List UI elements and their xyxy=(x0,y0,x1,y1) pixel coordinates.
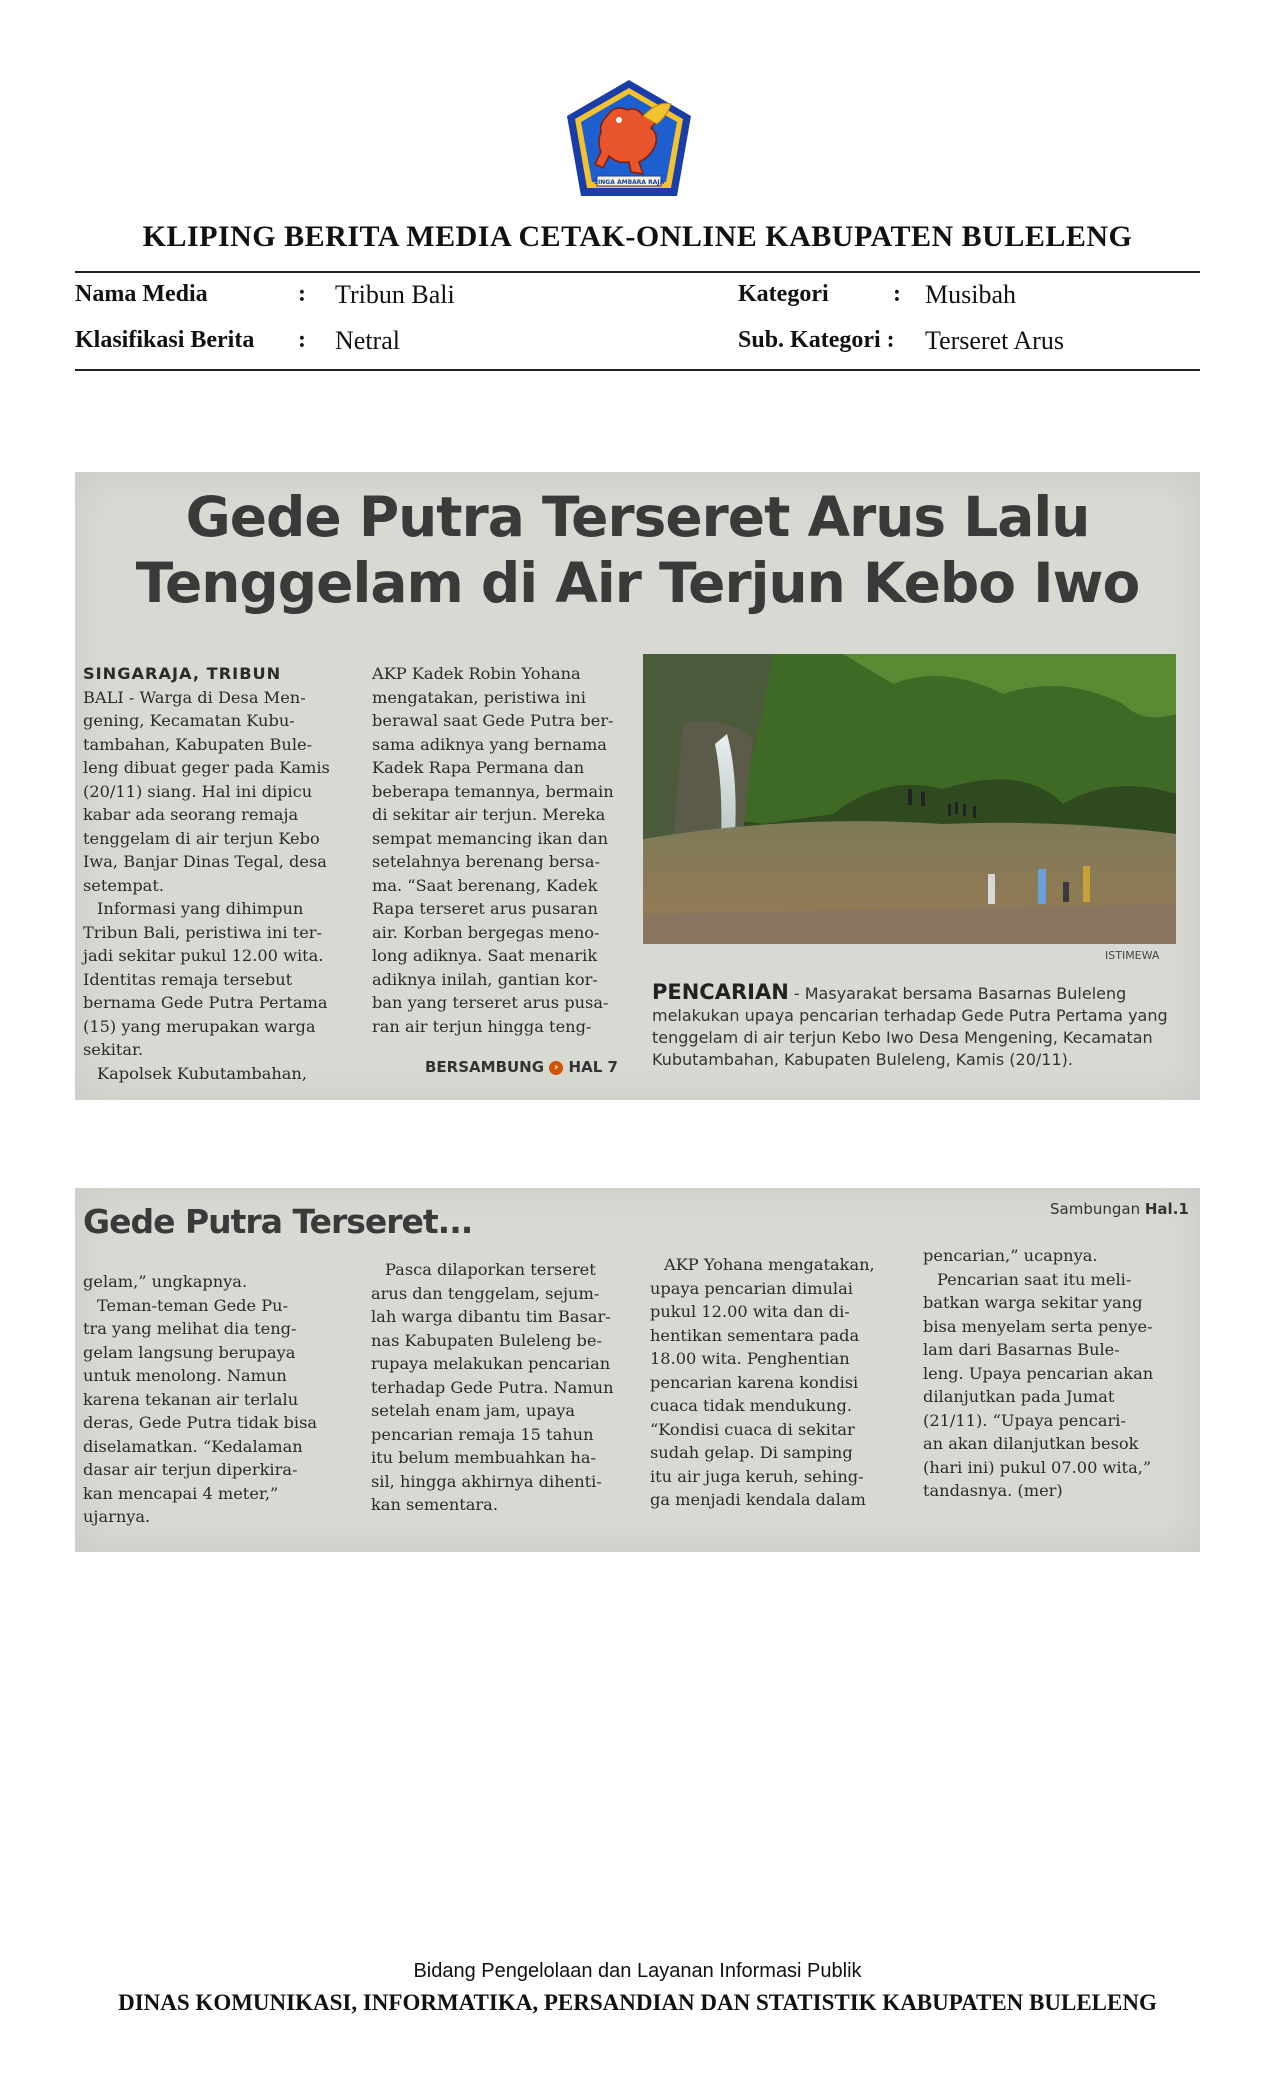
article-line: tambahan, Kabupaten Bule- xyxy=(83,734,313,754)
article-line: tenggelam di air terjun Kebo xyxy=(83,828,320,848)
article-line: cuaca tidak mendukung. xyxy=(650,1396,852,1415)
article-line: Pencarian saat itu meli- xyxy=(937,1269,1132,1289)
article-line: BALI - Warga di Desa Men- xyxy=(83,687,306,707)
colon: : xyxy=(298,327,306,353)
article-line: Rapa terseret arus pusaran xyxy=(372,899,598,918)
article-line: Identitas remaja tersebut xyxy=(83,969,293,989)
article-line: hentikan sementara pada xyxy=(650,1325,860,1345)
article-line: Tribun Bali, peristiwa ini ter- xyxy=(83,922,322,942)
article-line: itu belum membuahkan ha- xyxy=(371,1448,597,1467)
article-line: Iwa, Banjar Dinas Tegal, desa xyxy=(83,852,327,871)
article-line: pencarian remaja 15 tahun xyxy=(371,1424,594,1444)
continuation-column-1 xyxy=(83,1270,348,1529)
article-line: nas Kabupaten Buleleng be- xyxy=(371,1330,602,1350)
article-line: Informasi yang dihimpun xyxy=(97,899,304,918)
document-title: KLIPING BERITA MEDIA CETAK-ONLINE KABUPATEN BULELENG xyxy=(142,220,1133,253)
continued-label: BERSAMBUNG xyxy=(425,1058,545,1076)
article-line: 18.00 wita. Penghentian xyxy=(650,1349,850,1368)
article-line: setelah enam jam, upaya xyxy=(371,1401,576,1420)
continued-note xyxy=(425,1058,618,1076)
article-line: (15) yang merupakan warga xyxy=(83,1016,316,1036)
sub-kategori-label: Sub. Kategori : xyxy=(738,327,895,353)
article-line: lah warga dibantu tim Basar- xyxy=(371,1307,611,1326)
article-line: pencarian karena kondisi xyxy=(650,1372,859,1392)
photo-caption xyxy=(652,981,1192,1071)
caption-line: Kubutambahan, Kabupaten Buleleng, Kamis (20/11). xyxy=(652,1050,1073,1069)
continued-arrow-icon: › xyxy=(549,1061,563,1075)
article-line: SINGARAJA, TRIBUN xyxy=(83,664,282,683)
article-column-2 xyxy=(372,662,622,1038)
article-line: ujarnya. xyxy=(83,1507,151,1526)
article-line: karena tekanan air terlalu xyxy=(83,1389,299,1409)
footer-department: Bidang Pengelolaan dan Layanan Informasi Publik xyxy=(413,1960,862,1982)
article-line: “Kondisi cuaca di sekitar xyxy=(650,1419,855,1439)
article-line: sempat memancing ikan dan xyxy=(372,828,609,848)
article-line: gelam,” ungkapnya. xyxy=(83,1272,248,1291)
article-line: arus dan tenggelam, sejum- xyxy=(371,1283,600,1303)
continuation-headline: Gede Putra Terseret... xyxy=(83,1202,473,1241)
article-line: itu air juga keruh, sehing- xyxy=(650,1466,864,1486)
article-line: (hari ini) pukul 07.00 wita,” xyxy=(923,1457,1152,1477)
article-line: gening, Kecamatan Kubu- xyxy=(83,711,295,730)
article-line: ma. “Saat berenang, Kadek xyxy=(372,875,598,895)
article-line: kan mencapai 4 meter,” xyxy=(83,1483,279,1503)
article-line: gelam langsung berupaya xyxy=(83,1342,296,1362)
article-line: leng. Upaya pencarian akan xyxy=(923,1363,1154,1383)
article-line: beberapa temannya, bermain xyxy=(372,781,614,801)
caption-line: - Masyarakat bersama Basarnas Buleleng xyxy=(793,984,1127,1003)
article-line: sil, hingga akhirnya dihenti- xyxy=(371,1471,602,1491)
article-line: diselamatkan. “Kedalaman xyxy=(83,1436,303,1456)
article-line: lam dari Basarnas Bule- xyxy=(923,1340,1120,1359)
sambungan-page: Hal.1 xyxy=(1144,1200,1189,1218)
article-line: ga menjadi kendala dalam xyxy=(650,1490,866,1509)
colon: : xyxy=(298,281,306,307)
photo-credit: ISTIMEWA xyxy=(1105,949,1160,962)
article-line: (20/11) siang. Hal ini dipicu xyxy=(83,781,313,801)
header-bottom-rule xyxy=(75,369,1200,371)
klasifikasi-value: Netral xyxy=(335,326,400,355)
article-line: tandasnya. (mer) xyxy=(923,1481,1063,1500)
article-line: kan sementara. xyxy=(371,1495,498,1514)
caption-line: tenggelam di air terjun Kebo Iwo Desa Mengening, Kecamatan xyxy=(652,1028,1153,1047)
article-line: di sekitar air terjun. Mereka xyxy=(372,805,606,824)
article-line: setelahnya berenang bersa- xyxy=(372,852,600,871)
headline-line-1: Gede Putra Terseret Arus Lalu xyxy=(185,485,1090,549)
sambungan-label: Sambungan xyxy=(1050,1200,1141,1218)
article-line: Teman-teman Gede Pu- xyxy=(97,1295,289,1315)
kategori-value: Musibah xyxy=(925,280,1016,309)
article-line: berawal saat Gede Putra ber- xyxy=(372,711,614,730)
klasifikasi-label: Klasifikasi Berita xyxy=(75,327,255,353)
article-line: AKP Kadek Robin Yohana xyxy=(372,664,581,683)
article-line: rupaya melakukan pencarian xyxy=(371,1354,611,1373)
waterfall-photo xyxy=(643,654,1176,944)
news-clipping-main xyxy=(75,472,1200,1100)
article-line: Kadek Rapa Permana dan xyxy=(372,758,585,777)
article-line: bernama Gede Putra Pertama xyxy=(83,993,328,1012)
article-line: sekitar. xyxy=(83,1040,144,1059)
article-line: Kapolsek Kubutambahan, xyxy=(97,1063,307,1083)
news-clipping-continuation xyxy=(75,1188,1200,1552)
article-line: mengatakan, peristiwa ini xyxy=(372,687,586,707)
article-line: bisa menyelam serta penye- xyxy=(923,1316,1153,1336)
article-line: an akan dilanjutkan besok xyxy=(923,1434,1139,1453)
article-line: terhadap Gede Putra. Namun xyxy=(371,1377,614,1397)
colon: : xyxy=(893,281,901,307)
singa-ambara-raja-logo xyxy=(563,76,695,200)
article-line: long adiknya. Saat menarik xyxy=(372,946,598,965)
article-line: dilanjutkan pada Jumat xyxy=(923,1387,1115,1406)
footer-agency: DINAS KOMUNIKASI, INFORMATIKA, PERSANDIAN DAN STATISTIK KABUPATEN BULELENG xyxy=(118,1990,1157,2015)
continuation-column-4 xyxy=(923,1244,1178,1503)
article-line: batkan warga sekitar yang xyxy=(923,1293,1143,1312)
article-line: pukul 12.00 wita dan di- xyxy=(650,1302,850,1321)
article-line: Pasca dilaporkan terseret xyxy=(385,1260,596,1279)
article-line: kabar ada seorang remaja xyxy=(83,805,299,824)
article-line: setempat. xyxy=(83,875,164,895)
nama-media-value: Tribun Bali xyxy=(335,280,455,309)
headline-line-2: Tenggelam di Air Terjun Kebo Iwo xyxy=(135,551,1140,615)
nama-media-label: Nama Media xyxy=(75,281,208,307)
article-line: ran air terjun hingga teng- xyxy=(372,1016,592,1036)
article-line: (21/11). “Upaya pencari- xyxy=(923,1410,1126,1430)
article-line: untuk menolong. Namun xyxy=(83,1366,287,1385)
caption-label: PENCARIAN xyxy=(652,980,789,1004)
article-headline xyxy=(75,484,1200,616)
article-line: ban yang terseret arus pusa- xyxy=(372,993,609,1012)
article-line: dasar air terjun diperkira- xyxy=(83,1460,298,1479)
article-line: leng dibuat geger pada Kamis xyxy=(83,758,330,777)
sub-kategori-value: Terseret Arus xyxy=(925,326,1064,355)
article-line: adiknya inilah, gantian kor- xyxy=(372,969,598,989)
article-line: upaya pencarian dimulai xyxy=(650,1278,853,1298)
article-line: deras, Gede Putra tidak bisa xyxy=(83,1413,318,1432)
logo-caption: SINGA AMBARA RAJA xyxy=(593,179,665,186)
article-line: sudah gelap. Di samping xyxy=(650,1443,853,1462)
article-line: AKP Yohana mengatakan, xyxy=(664,1255,875,1274)
article-column-1 xyxy=(83,662,343,1085)
article-line: jadi sekitar pukul 12.00 wita. xyxy=(83,946,324,965)
caption-line: melakukan upaya pencarian terhadap Gede Putra Pertama yang xyxy=(652,1006,1168,1025)
article-line: pencarian,” ucapnya. xyxy=(923,1246,1098,1265)
continuation-column-2 xyxy=(371,1258,621,1517)
continued-page: HAL 7 xyxy=(568,1058,618,1076)
kategori-label: Kategori xyxy=(738,281,829,307)
article-line: sama adiknya yang bernama xyxy=(372,734,607,754)
header-top-rule xyxy=(75,271,1200,273)
continuation-column-3 xyxy=(650,1253,905,1512)
sambungan-note xyxy=(1050,1200,1189,1218)
article-line: air. Korban bergegas meno- xyxy=(372,922,600,942)
article-line: tra yang melihat dia teng- xyxy=(83,1319,297,1338)
